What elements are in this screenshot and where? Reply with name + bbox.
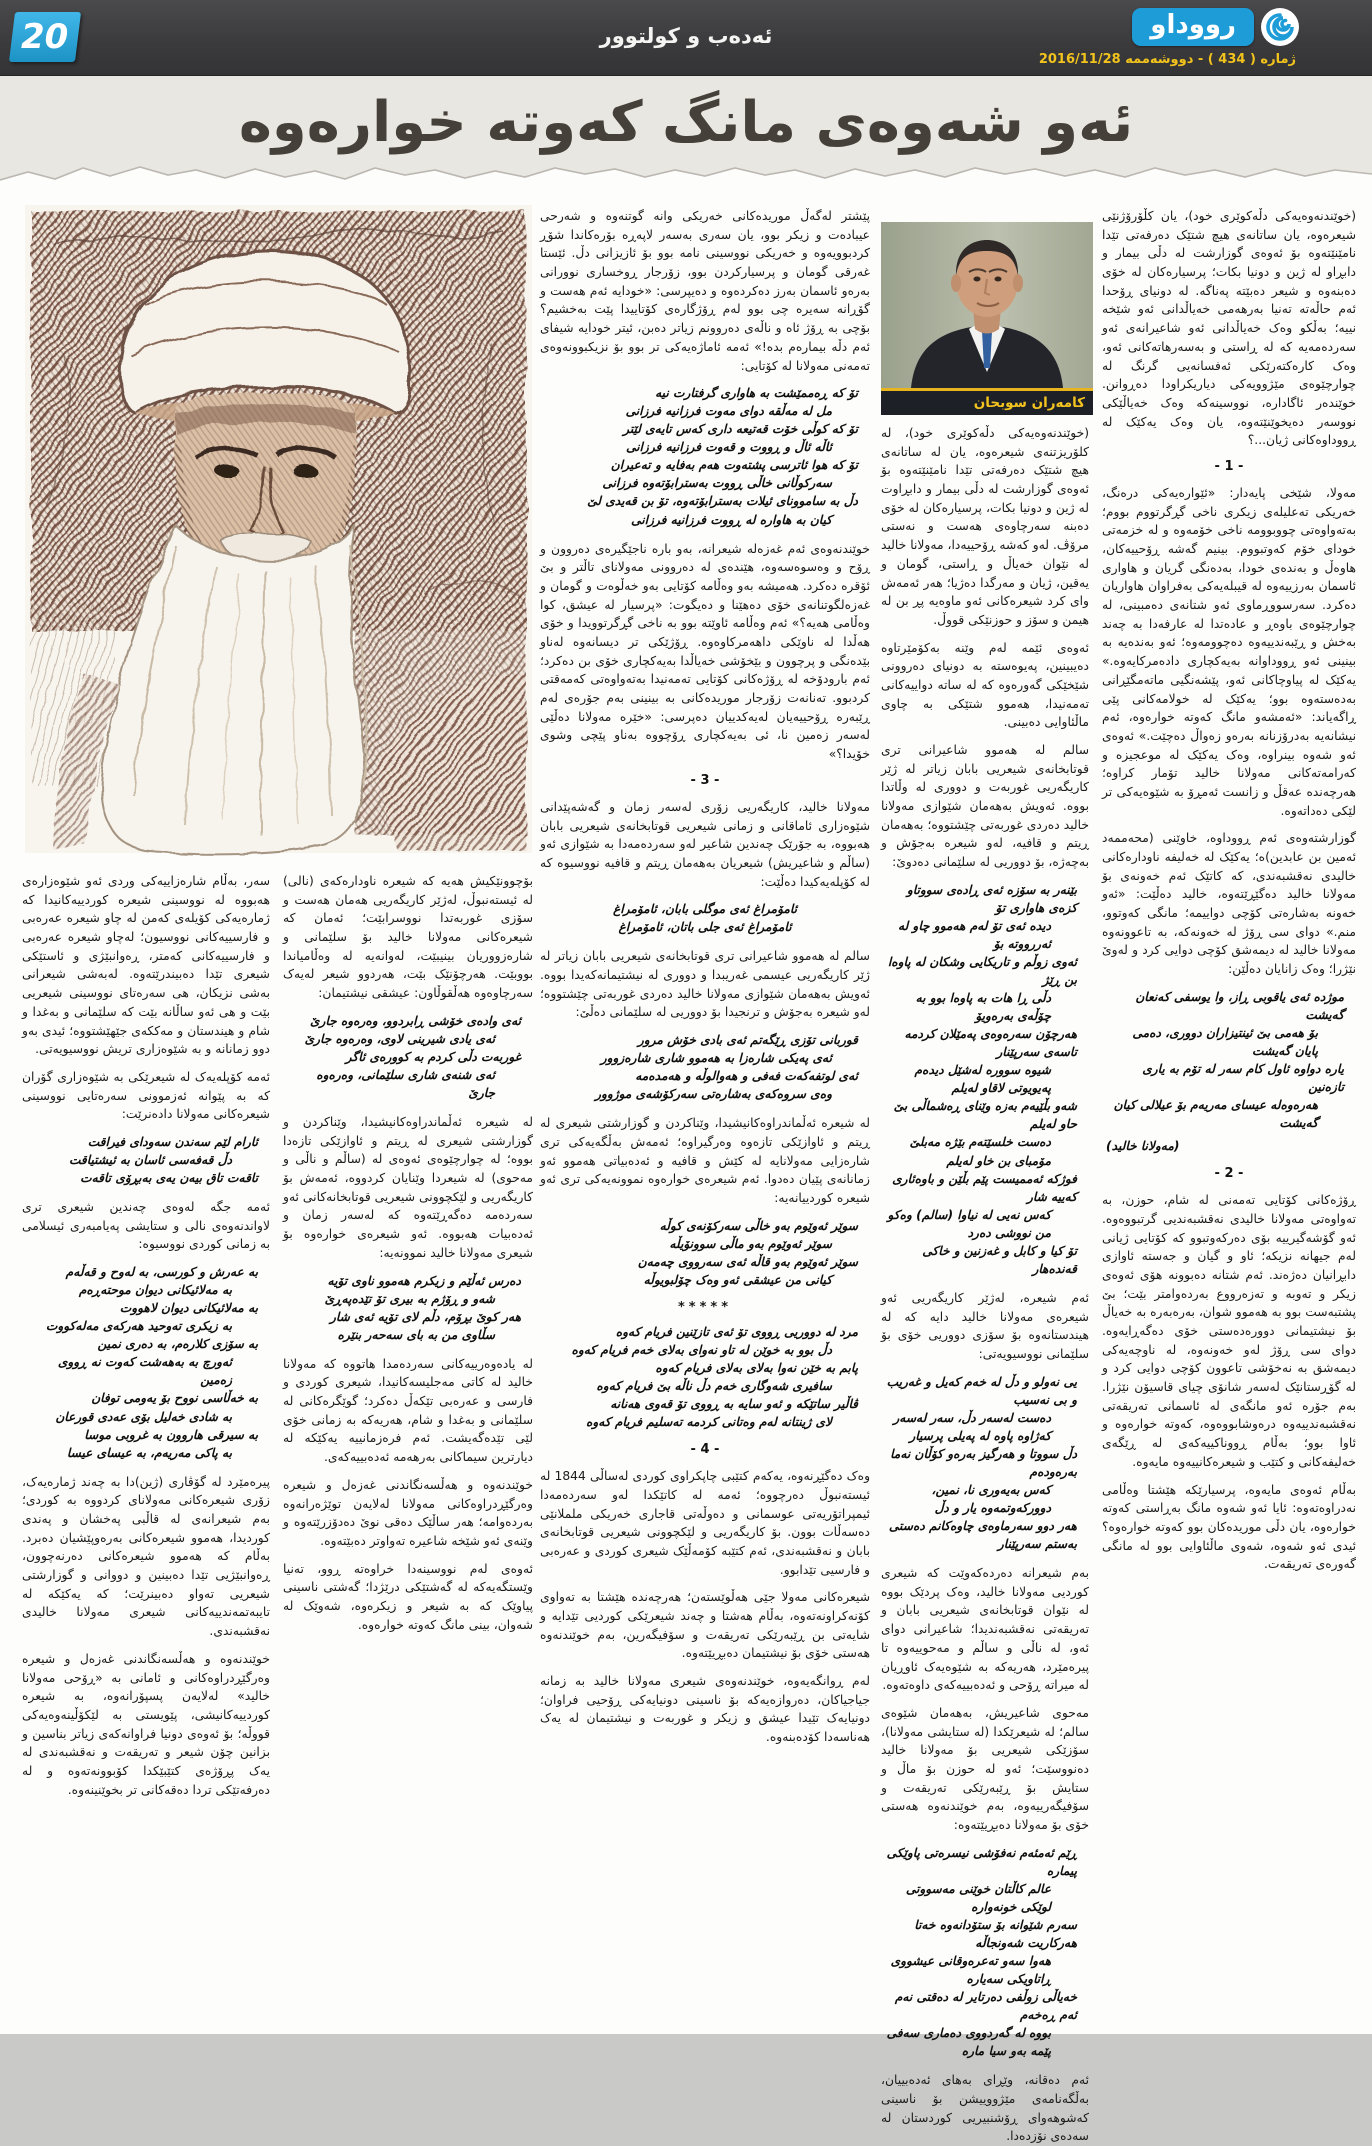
paragraph: ئەم دەقانە، وێڕای بەهای ئەدەبییان، بەڵگەنامەی مێژووییشن بۆ ناسینی کەشوهەوای ڕۆشنبیریی کوردستان لە سەدەی نۆزدەدا. [881, 2073, 1089, 2144]
paragraph: لە شیعرە ئەڵماندراوەکانیشیدا، وێناکردن و گوزارشتی شیعری لە ڕیتم و ئاوازێکی تازەوە وەرگیراوە؛ ئەمەش بەڵگەیەکی تری شارەزایی مەولانایە لە کێش و قافیە و ئەدەبیاتی هەموو ئەو زمانانەی پێیان دەدوا. ئەم شیعرەی خوارەوە نموونەیەکی تری ئەو شیعرە کوردییانەیە: [540, 1116, 870, 1206]
paragraph: شیعرەکانی مەولا جێی هەڵوێستەن؛ هەرچەندە هێشتا بە تەواوی کۆنەکراونەتەوە، بەڵام هەشتا و چەند شیعرێکی کوردیی تێدایە و شایەتی بن ڕێبەرێکی تەریقەت و سۆفیگەرین، بەم خوێندنەوە هەستی خۆی بۆ نیشتیمان دەبڕیێتەوە. [540, 1590, 870, 1661]
poem-line: یی نەولو و دڵ لە خەم کەیل و غەریب و بی نەسیب [886, 1374, 1077, 1407]
poem-line: مل لە مەڵقە دوای مەوت فرزانیە فرزانی [625, 404, 832, 419]
poem-line: دڵی ڕا هات بە پاوەا بوو بە چۆڵەی بەرەویۆ [915, 991, 1051, 1024]
paragraph: مەولانا خالید، کاریگەریی زۆری لەسەر زمان و گەشەپێدانی شێوەزاری ئاماقانی و زمانی شیعریی قوتابخانەی شیعریی بابان هەبووە، بە جۆرێک چەندین شاعیر لەو سەردەمەدا بە شێوازی ئەو (ساڵم و شاعیریش) شیعریان بەهەمان ڕیتم و قافیە نووسیوە کە لە کۆپلەیەکیدا دەڵێت: [540, 799, 870, 889]
paragraph: (خوێندنەوەیەکی دڵەکوێری خود)، لە کلۆریزتنەی شیعرەوە، یان لە ساتانەی هیچ شتێک دەرفەتی تێدا نامێنێتەوە بۆ ئەوەی گوزارشت لە دڵی بیمار و دابڕاوت لە ژین و دونیا بکات، پرسیارەکان لە خۆی دەبنە سەرچاوەی هەست و نەستی مرۆڤ. لەو کەشە ڕۆحییەدا، مەولانا خالید لە نێوان خەیاڵ و ڕاستی، گومان و یەقین، ژیان و مەرگدا دەژیا؛ هەر ئەمەش وای کرد شیعرەکانی ئەو ماوەیە پڕ بن لە هیمن و سۆز و حوزنێکی قووڵ. [881, 426, 1089, 627]
issue-line: ژمارە ( 434 ) - دووشەممە 2016/11/28 [1038, 52, 1296, 67]
poem-line: ئارام لێم سەندن سەودای فیراقت [87, 1134, 258, 1149]
poem-line: دەرس ئەڵێم و زیکرم هەموو ناوی تۆیە [327, 1273, 521, 1288]
poem-line: کەس نەیی لە نیاوا (سالم) وەکو من نووشی دەرد [887, 1207, 1051, 1240]
poem-block [26, 1133, 258, 1187]
paragraph: سالم لە هەموو شاعیرانی تری قوتابخانەی شیعریی بابان زیاتر لە ژێر کاریگەریی عیسمی غەریبدا و دووری لە نیشتیمانەکەیدا بووە. ئەویش بەهەمان شێوازی مەولانا خالید دەردی غوربەتی چێشتووە؛ لەو شیعرە بەجۆش و ترنجیدا بۆ دووریی لە سلێمانی دەڵێ: [540, 949, 870, 1020]
section-marker: - 3 - [690, 772, 720, 788]
column-center [540, 207, 870, 2007]
paragraph: مەحوی شاعیریش، بەهەمان شێوەی سالم؛ لە شیعرێکدا (لە ستایشی مەولانا)، سۆزێکی شیعریی بۆ مەولانا خالید دەنووسێت؛ ئەو لە حوزن بۆ ماڵ و ستایش بۆ ڕێبەرێکی تەریقەت و سۆفیگەرییەوە، بەم خوێندنەوە هەستی خۆی بۆ مەولانا دەبڕیێتەوە: [881, 1705, 1089, 1832]
poem-line: تۆ کیا و کابل و غەزنین و خاکی قەندەهار [922, 1243, 1077, 1276]
poem-line: قوربانی تۆزی ڕێگەتم ئەی بادی خۆش مرور [637, 1033, 858, 1048]
poem-line: وەی سروەکەی بەشارەتی سەرکۆشەی موژوور [595, 1087, 832, 1102]
poem-line: سوێر ئەوێوم بەو خاڵی سەرکۆنەی کوڵە [659, 1218, 858, 1233]
stars-separator: ***** [678, 1299, 732, 1315]
poem-block [287, 1012, 521, 1102]
poem-line: بە مەلائیکانی دیوان لاهووت [119, 1301, 258, 1316]
poem-block [287, 1272, 521, 1344]
portrait-figure [25, 205, 532, 853]
poem-line: شەو و ڕۆژم بە بیری تۆ تێدەپەڕێ [324, 1291, 495, 1306]
poem-line: سڵاوی من بە بای سەحەر بنێرە [337, 1327, 495, 1342]
poem-line: کەس بەیەوری نا، نمین، دوورکەوتمەوە یار و دڵ [931, 1482, 1051, 1515]
poem-line: بێنەر بە سۆزە ئەی ڕادەی سووتاو کزەی هاواری تۆ [906, 882, 1077, 915]
poem-line: پابم بە خێن نەوا بەلای بەلای فریام کەوە [655, 1361, 858, 1375]
poem-line: ئەی وادەی خۆشی ڕابردوو، وەرەوە جارێ [309, 1013, 521, 1028]
author-photo-figure [881, 222, 1093, 415]
poem-block [1106, 988, 1344, 1132]
poem-line: غوربەت دڵی کردم بە کوورەی ئاگر [345, 1049, 521, 1064]
paragraph: ئەمە کۆپلەیەک لە شیعرێکی بە شێوەزاری گۆران کە بە پێوانە ئەزموونی سەرەتایی نووسینی شیعرەکانی مەولانا دادەنرێت: [22, 1069, 270, 1122]
poem-block [885, 881, 1077, 1278]
page-number: 20 [21, 17, 69, 57]
section-title: ئەدەب و کولتوور [599, 24, 773, 48]
poem-line: سوێر ئەوێوم بەو قاڵە ئەی سەرووی چەمەن [637, 1254, 858, 1269]
poem-line: ڤاڵیر ساتێکە و ئەو سایە بە ڕووی تۆ قەوی هەنانە [610, 1397, 858, 1412]
poem-line: شیوە سوورە لەشێل دیدەم پەیویوتی لاقاو لەیلم [914, 1063, 1051, 1096]
poem-line: تۆ کە هوا ئاترسی پشتەوت هەم بەفایە و تەعیران [610, 458, 858, 473]
column-bottom-left-1 [22, 872, 270, 2008]
poem-line: بە زیکری تەوحید هەرکەی مەلەکووت [45, 1319, 232, 1334]
poem-line: ئەی پەیکی شارەزا بە هەموو شاری شارەزوور [600, 1051, 832, 1066]
poem-line: کیان بە هاوارە لە ڕووت فرزانیە فرزانی [631, 512, 832, 527]
poem-line: دڵ بوو بە خوێن لە تاو نەوای بەلای خەم فریام کەوە [571, 1342, 832, 1357]
paragraph: مەولا، شێخی پایەدار: «ئێوارەیەکی درەنگ، خەریکی تەعلیلەی زیکری ناخی گڕگرتووم بووم؛ بەتەواوەتی چووبوومە ناخی خۆمەوە و لە خزمەتی خودای خۆم کەوتبووم. بینیم گەشە ڕۆحییەکان، هاوەڵ و بەندەی خودا، بەدەنگی گریان و هاواری ئاسمان بەرزییەوە لە قیبلەیەکی بەفراوان هاواریان دەکرد. سەرسووڕماوی ئەو شتانەی دەمبینی، لە چوارچێوەی باوەڕ و عادەتدا لە عارفەدا بە چەند بەخش و ڕێبەندییەوە دەچوومەوە؛ ئەو بەندەیە بە بینینی ئەو ڕووداوانە بەیەکچاری دادەمرکایەوە.» یەکێک لە پیاوچاکانی ئەو، پێشەنگیی ماتەمگێڕانی بەدەستەوە بوو؛ یەکێک لە خولامەکانی پێی ڕاگەیاند: «ئەمشەو مانگ کەوتە خوارەوە، ئەم نیشانەیە بەدرۆزنانە بەرەو زەواڵ دەچێت.» ئەوەی ئەو شەوە بینراوە، وەک یەکێک لە موعجیزە و کەرامەتەکانی مەولانا خالید تۆمار کراوە؛ هەرچەندە عەقڵ و زانست ئەمڕۆ بە شێوەیەکی تر لێکی دەداتەوە. [1102, 485, 1356, 818]
poem-line: عالم کاڵتان خوێنی مەسووتی لوێکی خونەوارە [905, 1881, 1051, 1914]
poem-line: تۆ کە کوڵی خۆت قەتیعە داری کەس تایەی لێتر [623, 422, 858, 437]
column-photo [881, 424, 1089, 2144]
poem-line: فوژکە ئەممیست پێم بڵێن و باوەئاری کەییە شار [892, 1171, 1077, 1204]
poem-line: ئەی یادی شیرینی لاوی، وەرەوە جارێ [304, 1031, 495, 1046]
article-headline: ئەو شەوەی مانگ کەوتە خوارەوە [238, 90, 1134, 155]
paragraph: سەر، بەڵام شارەزاییەکی وردی ئەو شێوەزارەی هەبووە لە نووسینی شیعرە کوردییەکانیدا کە ژمارەیەکی کۆیلەی کەمن لە چاو شیعرە عەرەبی و فارسییەکانی نووسیون؛ لەچاو شیعرە عەرەبی و فارسییەکانی کەمتر، ڕەوانبێژی و ئاستێکی شیعری تێدا دەبیندرێتەوە. لەبەشی شیعرانی بەشی نزیکان، هی سەرەتای نووسینی شیعریی بێت و هی ئەو ساڵانە بێت کە سلێمانی و بەغدا و شام و هیندستان و مەککەی جێهێشتووە؛ ئیدی بەو دوو زمانانە و بە شێوەزاری تریش نووسیویەتی. [22, 874, 270, 1057]
poem-block [544, 384, 858, 528]
poem-line: بە شادی خەلیل بۆی عەدی قورعان [55, 1409, 232, 1424]
poem-block [885, 1844, 1077, 2061]
paragraph: گوزارشتەوەی ئەم ڕووداوە، خاوێنی (محەممەد ئەمین بن عابدین)ە؛ یەکێک لە خەلیفە ناودارەکانی خالیدی نەقشبەندی، کە کاتێک ئەم خەونەی بۆ مەولانا خالید دەگێڕێتەوە، خالید دەڵێت: «ئەو خەونە بەشارەتی کۆچی دواییمە؛ مانگی کەوتوو، منم.» دوای سی ڕۆژ لە خەونەکە، بە تاعوونەوە مەولانا خالید لە دیمەشق کۆچی دوایی کرد و لەوێ نێژرا؛ وەک زانایان دەڵێن: [1102, 831, 1356, 977]
paragraph: ڕۆژەکانی کۆتایی تەمەنی لە شام، حوزن، بە تەواوەتی مەولانا خالیدی نەقشبەندیی گرتبووەوە. ئەو گۆشەگیرییە بۆی دەرکەوتبوو کە کۆتایی ژیانی لەم جیهانە نزیکە؛ ئاو و گیان و جەستە ئاوازی دابڕانیان دەژەند. ئەم شتانە دەبوونە هۆی ئەوەی زیکر و تەوبە و تەزەرووع بەردەوامتر بێت؛ بێ پشتبەست بوو بە هەموو شوان، بەرەبەرە بە خەیاڵ بۆ نیشتیمانی دوورەدەستی خۆی دەگەڕایەوە. دوای سی ڕۆژ لەو خەونەوە، لە ناوچەیەکی دیمەشق بە نەخۆشی تاعوون کۆچی دوایی کرد و لە گۆڕستانێک لەسەر شانۆی چیای قاسیۆن نێژرا. بەم جۆرە ئەو مانگەی لە ئاسمانی تەریقەتی نەقشبەندییەوە درەوشابووەوە، کەوتە خوارەوە و ئاوا بوو؛ بەڵام ڕووناکییەکەی لە ڕێگەی خەلیفەکانی و کتێب و شیعرەکانییەوە مایەوە. [1101, 1193, 1356, 1469]
section-marker: - 1 - [1214, 458, 1244, 474]
poem-line: ئاڵە ئاڵ و ڕووت و قەوت فرزانیە فرزانی [626, 440, 832, 455]
poem-line: بە عەرش و کورسی، بە لەوح و قەڵەم [65, 1265, 258, 1280]
paragraph: خوێندنەوە و هەڵسەنگاندنی غەزەل و شیعرە وەرگێڕدراوەکانی مەولانا لەلایەن توێژەرانەوە بەردەوامە؛ هەر ساڵێک دەقی نوێ دەدۆزرێتەوە و وێنەی ئەو شێخە شاعیرە تەواوتر دەبێتەوە. [283, 1477, 533, 1548]
paragraph: لە شیعرە ئەڵماندراوەکانیشیدا، وێناکردن و گوزارشتی شیعری لە ڕیتم و ئاوازێکی تازەدا بووە؛ لە چوارچێوەی ئەوەی لە (ساڵم و ناڵی و مەحوی) لە شیعردا وێنایان کردووە، ئەمەش بۆ کاریگەریی و لێکچوونی شیعریی قوتابخانەکانی ئەو سەردەمە دەگەڕێتەوە کە لەسەر زمان و ئەدەبیات هەبووە. ئەو شیعرەی خوارەوە بۆ شیعری مەولانا خالید نموونەیە: [283, 1115, 533, 1260]
poem-line: شەو بڵێیەم بەزە وێنای ڕەشماڵی بێ حاو لەیلم [893, 1099, 1077, 1132]
section-marker: - 2 - [1214, 1166, 1244, 1182]
poem-block [544, 1031, 858, 1103]
poem-line: هەر دوو سەرماوەی چاوەکانم دەستی بەستم سەرپێنار [888, 1518, 1077, 1552]
poem-line: هەرچۆن سەرەوەی پەمێلان کردمە تاسەی سەرپێنار [904, 1027, 1077, 1060]
poem-line: ئامۆمراغ ئەی موگلی بابان، ئامۆمراغ [612, 902, 798, 917]
poem-line: تۆ کە ڕەممێشت بە هاواری گرفتارت نیە [655, 386, 858, 401]
poem-line: بووە لە گەردووی دەماری سەفی پێمە بەو سیا مارە [886, 2026, 1051, 2059]
paragraph: لە یادەوەرییەکانی سەردەمدا هاتووە کە مەولانا خالید لە کاتی مەجلیسەکانیدا، شیعری کوردی و فارسی و عەرەبی تێکەڵ دەکرد؛ گوێگرەکانی لە سلێمانی و بەغدا و شام، هەریەکە بە زمانی خۆی لێی تێدەگەیشت. ئەم فرەزمانییە یەکێکە لە دیارترین سیماکانی بەرهەمە ئەدەبییەکەی. [283, 1356, 533, 1465]
paragraph: بەڵام ئەوەی مایەوە، پرسیارێکە هێشتا وەڵامی نەدراوەتەوە: ئایا ئەو شەوە مانگ بەڕاستی کەوتە خوارەوە، یان دڵی موریدەکان بوو کەوتە خوارەوە؟ ئیدی ئەو شەوە، شەوی ماڵئاوایی بوو لە مانگی گەورەی تەریقەت. [1102, 1482, 1356, 1572]
column-right [1102, 207, 1356, 2007]
poem-line: هەرەوەلە عیسای مەریەم بۆ عیلالی کیان گەیشت [1113, 1098, 1318, 1131]
poem-line: خەیاڵی زوڵفی دەرتایر لە دەقتی نەم ئەم ڕەخەم [894, 1990, 1077, 2023]
paragraph: (خوێندنەوەیەکی دڵەکوێری خود)، یان کڵۆرۆژنێی شیعرەوە، یان ساتانەی هیچ شتێک دەرفەتی تێدا نامێنێتەوە بۆ ئەوەی گوزارشت لە دڵی بیمار و دابڕاو لە ژین و دونیا بکات؛ پرسیارەکان لە خۆی دەبنەوە و شیعر دەبێتە پەناگە. لە دونیای ڕۆحدا ئەم حاڵەتە تەنیا بەرهەمی خەیاڵدانی ئەو شێخە نییە؛ بەڵکو وەک خەیاڵدانی ئەو شاعیرانەی ئەو سەردەمەیە کە لە ڕاستی و بەسەرهاتەکانی ئەو، وەک کارەکتەرێکی ئەفسانەیی گرنگ لە چوارچێوەی مێژوویەکی دیاریکراودا دەڕوانن. خوێندەر ئاگادارە، نووسینەکە وەک خەیاڵێکی نووسەر دەیخوێنێتەوە، یان وەک یەکێک لە ڕووداوەکانی ژیان...؟ [1102, 209, 1356, 448]
poem-line: سەرکوڵانی خاڵی ڕووت بەسترابۆتەوە فرزانی [602, 476, 832, 491]
paragraph: پێشتر لەگەڵ موریدەکانی خەریکی وانە گوتنەوە و شەرحی عیبادەت و زیکر بوو، یان سەری بەسەر لاپەڕە بۆرەکاندا شۆڕ کردبوویەوە و خەریکی نووسینی نامە بوو بۆ ئازیزانی دڵ. ئێستا غەرقی گومان و پرسیارکردن بوو، زۆرجار ڕوخساری نوورانی بەرەو ئاسمان بەرز دەکردەوە و دەیپرسی: «خودایە ئەم هەست و گۆڕانە سەیرە چی بوو لەم ڕۆژگارەی کۆتاییدا پێت بەخشیم؟ بۆچی بە ڕۆژ ئاه و ناڵەی دەروونم زیاتر دەبن، ئیتر خودایە شیفای ئەم دڵە بیمارەم بدە!» ئەمە ئاماژەیەکی تر بوو بۆ نزیکبوونەوەی تەمەنی مەولانا لە کۆتایی: [540, 209, 870, 373]
poem-line: دەست خلسێتەم بێژە مەبلێ مۆمبای بن خاو لەیلم [909, 1135, 1051, 1168]
poem-line: بە سۆزی کلارەم، بە دەری نمین [97, 1337, 258, 1352]
column-bottom-left-2 [283, 872, 533, 2008]
paragraph: ئەمە جگە لەوەی چەندین شیعری تری لاواندنەوەی نالی و ستایشی پەیامبەری ئیسلامی بە زمانی کوردی نووسیوە: [22, 1200, 270, 1252]
paragraph: ئەم شیعرە، لەژێر کاریگەریی ئەو شیعرەی مەولانا خالید دایە کە لە هیندستانەوە بۆ سۆزی دووریی خۆی بۆ سلێمانی نووسیویەتی: [881, 1290, 1089, 1361]
paragraph: بەم شیعرانە دەردەکەوێت کە شیعری کوردیی مەولانا خالید، وەک پردێک بووە لە نێوان قوتابخانەی شیعریی بابان و تەریقەتی نەقشبەندیدا؛ شاعیرانی دوای ئەو، لە ناڵی و ساڵم و مەحوییەوە تا پیرەمێرد، هەریەکە بە شێوەیەک ئاوڕیان لە میراتە ڕۆحی و ئەدەبییەکەی داوەتەوە. [881, 1566, 1089, 1693]
poem-line: دڵ سووتا و هەرگیز بەرەو کۆڵان نەما بەرەودەم [890, 1446, 1077, 1479]
page-header [0, 0, 1372, 76]
poem-line: کیانی من عیشقی ئەو وەک چۆلبویوڵە [643, 1272, 832, 1287]
paragraph: ئەوەی ئێمە لەم وێنە بەکۆمێرتاوە دەیبینین، پەیوەستە بە دونیای دەروونی شێخێکی گەورەوە کە لە ساتە دواییەکانی تەمەنیدا، هەموو شتێکی بە چاوی ماڵئاوایی دەبینی. [881, 640, 1089, 730]
rudaw-logo [1132, 7, 1300, 47]
poem-line: بە سیرقی هاروون بە غروبی موسا [84, 1427, 258, 1442]
paragraph: بۆچوونێکیش هەیە کە شیعرە ناودارەکەی (نالی) لە ئیستەنبوڵ، لەژێر کاریگەریی هەمان هەست و سۆزی غوربەتدا نووسرابێت؛ ئەمان کە شیعرەکانی مەولانا خالید بۆ سلێمانی و شارەزووریان بینیبێت، لەوانەیە لە وەڵامیاندا بووبێت. هەرچۆنێک بێت، هەردوو شیعر لەیەک سەرچاوەوە هەڵقوڵاون: عیشقی نیشتیمان: [283, 874, 533, 1001]
poem-line: ئەوی زوڵم و تاریکایی وشکان لە پاوەا بن ڕێژ [887, 955, 1077, 988]
paragraph: لەم ڕوانگەیەوە، خوێندنەوەی شیعری مەولانا خالید بە زمانە جیاجیاکان، دەروازەیەکە بۆ ناسینی دونیایەکی ڕۆحیی فراوان؛ دونیایەک تێیدا عیشق و زیکر و غوربەت و نیشتیمان لە یەک هەناسەدا کۆدەبنەوە. [540, 1674, 870, 1745]
poem-line: بۆ هەمی بێ ئینتیزاران دووری، دەمی پایان گەیشت [1132, 1025, 1318, 1058]
paragraph: وەک دەگێڕنەوە، یەکەم کتێبی چاپکراوی کوردی لەساڵی 1844 لە ئیستەنبوڵ دەرچووە؛ ئەمە لە کاتێکدا لەو سەردەمەدا ئیمپراتۆریەتی عوسمانی و دەوڵەتی قاجاری خەریکی ململانێی دەسەڵات بوون. بۆ کاریگەریی و لێکچوونی شیعریی قوتابخانەی بابان و نەقشبەندی، ئەم کتێبە کۆمەڵێک شیعری کوردی و عەرەبی و فارسیی تێدابوو. [540, 1469, 871, 1577]
poem-block [544, 1323, 858, 1431]
paragraph: پیرەمێرد لە گۆڤاری (ژین)دا بە چەند ژمارەیەک، زۆری شیعرەکانی مەولانای کردووە بە کوردی؛ بەم شیعرانەی لە قاڵبی پەخشان و پەندی کوردیدا، هەموو شیعرەکانی بەرەوپێشیان دەبرد. بەڵام کە هەموو شیعرەکانی دەرنەچوون، ڕەوانبێژیی تێدا دەبینین و دووانی و گوزارشتی شیعریی تەواو دەبینرێت؛ کە یەکێکە لە تایبەتمەندییەکانی شیعری مەولانا خالیدی نەقشبەندی. [22, 1474, 270, 1639]
poem-line: بە خەڵاسی نووح بۆ یەومی توفان [91, 1391, 258, 1406]
poem-line: تاقەت تاق بیەن یەی بەبڕۆی تاقەت [80, 1171, 258, 1186]
poem-line: دڵ قەفەسی ئاسان بە ئیشتیاقت [68, 1152, 232, 1167]
poem-line: موژدە ئەی یاقوبی ڕاز، وا یوسفی کەنعان گەیشت [1135, 989, 1344, 1022]
paragraph: خوێندنەوەی ئەم غەزەلە شیعرانە، بەو بارە ناجێگیرەی دەروون و ڕۆح و وەسوەسەوە، هێندەی لە دەروونی مەولانای تاڵتر و بێ ئۆقرە دەکرد. هەمیشە بەو وەڵامە کۆتایی بەو خەڵوەت و گومان و غەزەلگوتنانەی خۆی دەهێنا و دەیگوت: «پرسیار لە عیشق، کوا وەڵامی هەیە؟» ئەم وەڵامە ئاوێتە بوو بە ناخی گڕگرتوویدا و خۆی هەڵدا لە ناوێکی داهەمرکاوەوە. ڕۆژێکی تر دیسانەوە لەناو بێدەنگی و پرچوون و بێخۆشی خەیاڵدا بەیەکچاری خۆی بن دەکرد؛ ئەم بارودۆخە لە ڕۆژەکانی کۆتایی تەمەنیدا بەتەواوەتی کەمەقتی کردبوو. تەنانەت زۆرجار موریدەکانی بە بینینی بەم جۆرەی لەم ڕێبەرە ڕۆحییەیان لەیەکدییان دەپرسی: «خێرە مەولانا دەڵێی لەسەر زەمین نا، ئی بەیەکچاری ڕۆچووە بەناو پێچی وشوی خۆیدا؟» [540, 541, 870, 762]
poem-attribution: (مەولانا خالید) [1106, 1139, 1180, 1154]
poem-line: ئەی شنەی شاری سلێمانی، وەرەوە جارێ [316, 1067, 495, 1100]
poem-line: ئەی لوتفەکەت فەفی و هەوالوڵە و هەمدەمە [635, 1069, 858, 1084]
poem-line: مرد لە دووریی ڕووی تۆ ئەی تازێنین فریام کەوە [615, 1324, 858, 1339]
poem-line: سافیری شەوگاری خەم دڵ ناڵە بێ فریام کەوە [596, 1379, 832, 1394]
poem-block [544, 1217, 858, 1289]
poem-line: هەوا سەو تەعرەوقانی عیشووی ڕاتاویکی سەیارە [890, 1953, 1051, 1987]
rudaw-logo-text: رووداو [1132, 8, 1254, 46]
photo-caption: کامەران سوبحان [881, 388, 1093, 415]
poem-line: ئامۆمراغ ئەی جلی باتان، ئامۆمراغ [618, 920, 792, 935]
poem-line: دڵ بە ساموونای ئیلات بەسترابۆتەوە، تۆ بن قەیدی لێ [587, 494, 858, 509]
paragraph: ئەوەی لەم نووسینەدا خراوەتە ڕوو، تەنیا وێستگەیەکە لە گەشتێکی درێژدا؛ گەشتی ناسینی پیاوێک کە بە شیعر و زیکرەوە، شەوێک لە شەوان، بینی مانگ کەوتە خوارەوە. [283, 1561, 533, 1632]
poem-line: بە مەلائیکانی دیوان موحتەڕەم [78, 1283, 232, 1298]
author-photo-image [881, 222, 1093, 388]
poem-block [540, 900, 870, 936]
poem-line: ئەورچ بە بەهەشت کەوت نە ڕووی زەمین [57, 1355, 232, 1388]
poem-line: هەر کوێ بڕۆم، دڵم لای تۆیە ئەی شار [329, 1309, 521, 1324]
poem-line: بە پاکی مەریەم، بە عیسای عیسا [66, 1445, 232, 1460]
rudaw-logo-spiral-icon [1260, 7, 1300, 47]
poem-line: ڕێم ئەمئەم نەفۆشی نیسرەتی پاوێکی پیمارە [886, 1845, 1077, 1878]
poem-line: دیدە ئەی تۆ لەم هەموو چاو لە ئەررووتە بۆ [897, 918, 1051, 951]
section-marker: - 4 - [690, 1442, 720, 1458]
poem-line: سەرم شێوانە بۆ ستۆدانەوە خەتا هەرکاریت شەونجاڵە [914, 1917, 1077, 1950]
portrait-sketch-image [25, 205, 532, 853]
headline-band [0, 76, 1372, 180]
poem-line: دەست لەسەر دڵ، سەر لەسەر کەژاوە پاوە لە پەیلی پرسیار [893, 1410, 1051, 1443]
poem-line: لای ژینتانە لەم وەتانی کردمە تەسلیم فریام کەوە [586, 1415, 832, 1430]
poem-line: یارە دواوە ئاول کام سەر لە تۆم بە یاری تازەنین [1142, 1062, 1344, 1095]
poem-line: سوێر ئەوێوم بەو ماڵی سوونۆیڵە [669, 1236, 832, 1251]
poem-block [26, 1263, 258, 1462]
paragraph: سالم لە هەموو شاعیرانی تری قوتابخانەی شیعریی بابان زیاتر لە ژێر کاریگەریی غوربەت و دووری لە وڵاتدا بووە. ئەویش بەهەمان شێوازی مەولانا خالید دەردی غوربەتی چێشتووە؛ بەهەمان ڕیتم و قافیە، لەو شیعرە بەجۆش و بەچەژە، بۆ دووریی لە سلێمانی دەدوێ: [881, 743, 1089, 870]
poem-block [885, 1373, 1077, 1553]
paragraph: خوێندنەوە و هەڵسەنگاندنی غەزەل و شیعرە وەرگێڕدراوەکانی و ئامانی بە «ڕۆحی مەولانا خالید» لەلایەن پسپۆرانەوە، بە شیعرە کوردییەکانیشی، پێویستی بە لێکۆڵینەوەیەکی قووڵە؛ بۆ ئەوەی دونیا فراوانەکەی زیاتر بناسین و بزانین چۆن شیعر و تەریقەت و نەقشبەندی لە یەک پڕۆژەی کتێبێکدا کۆبوونەتەوە و لە دەرفەتێکی تردا دەقەکانی تر بخوێنینەوە. [22, 1651, 270, 1797]
